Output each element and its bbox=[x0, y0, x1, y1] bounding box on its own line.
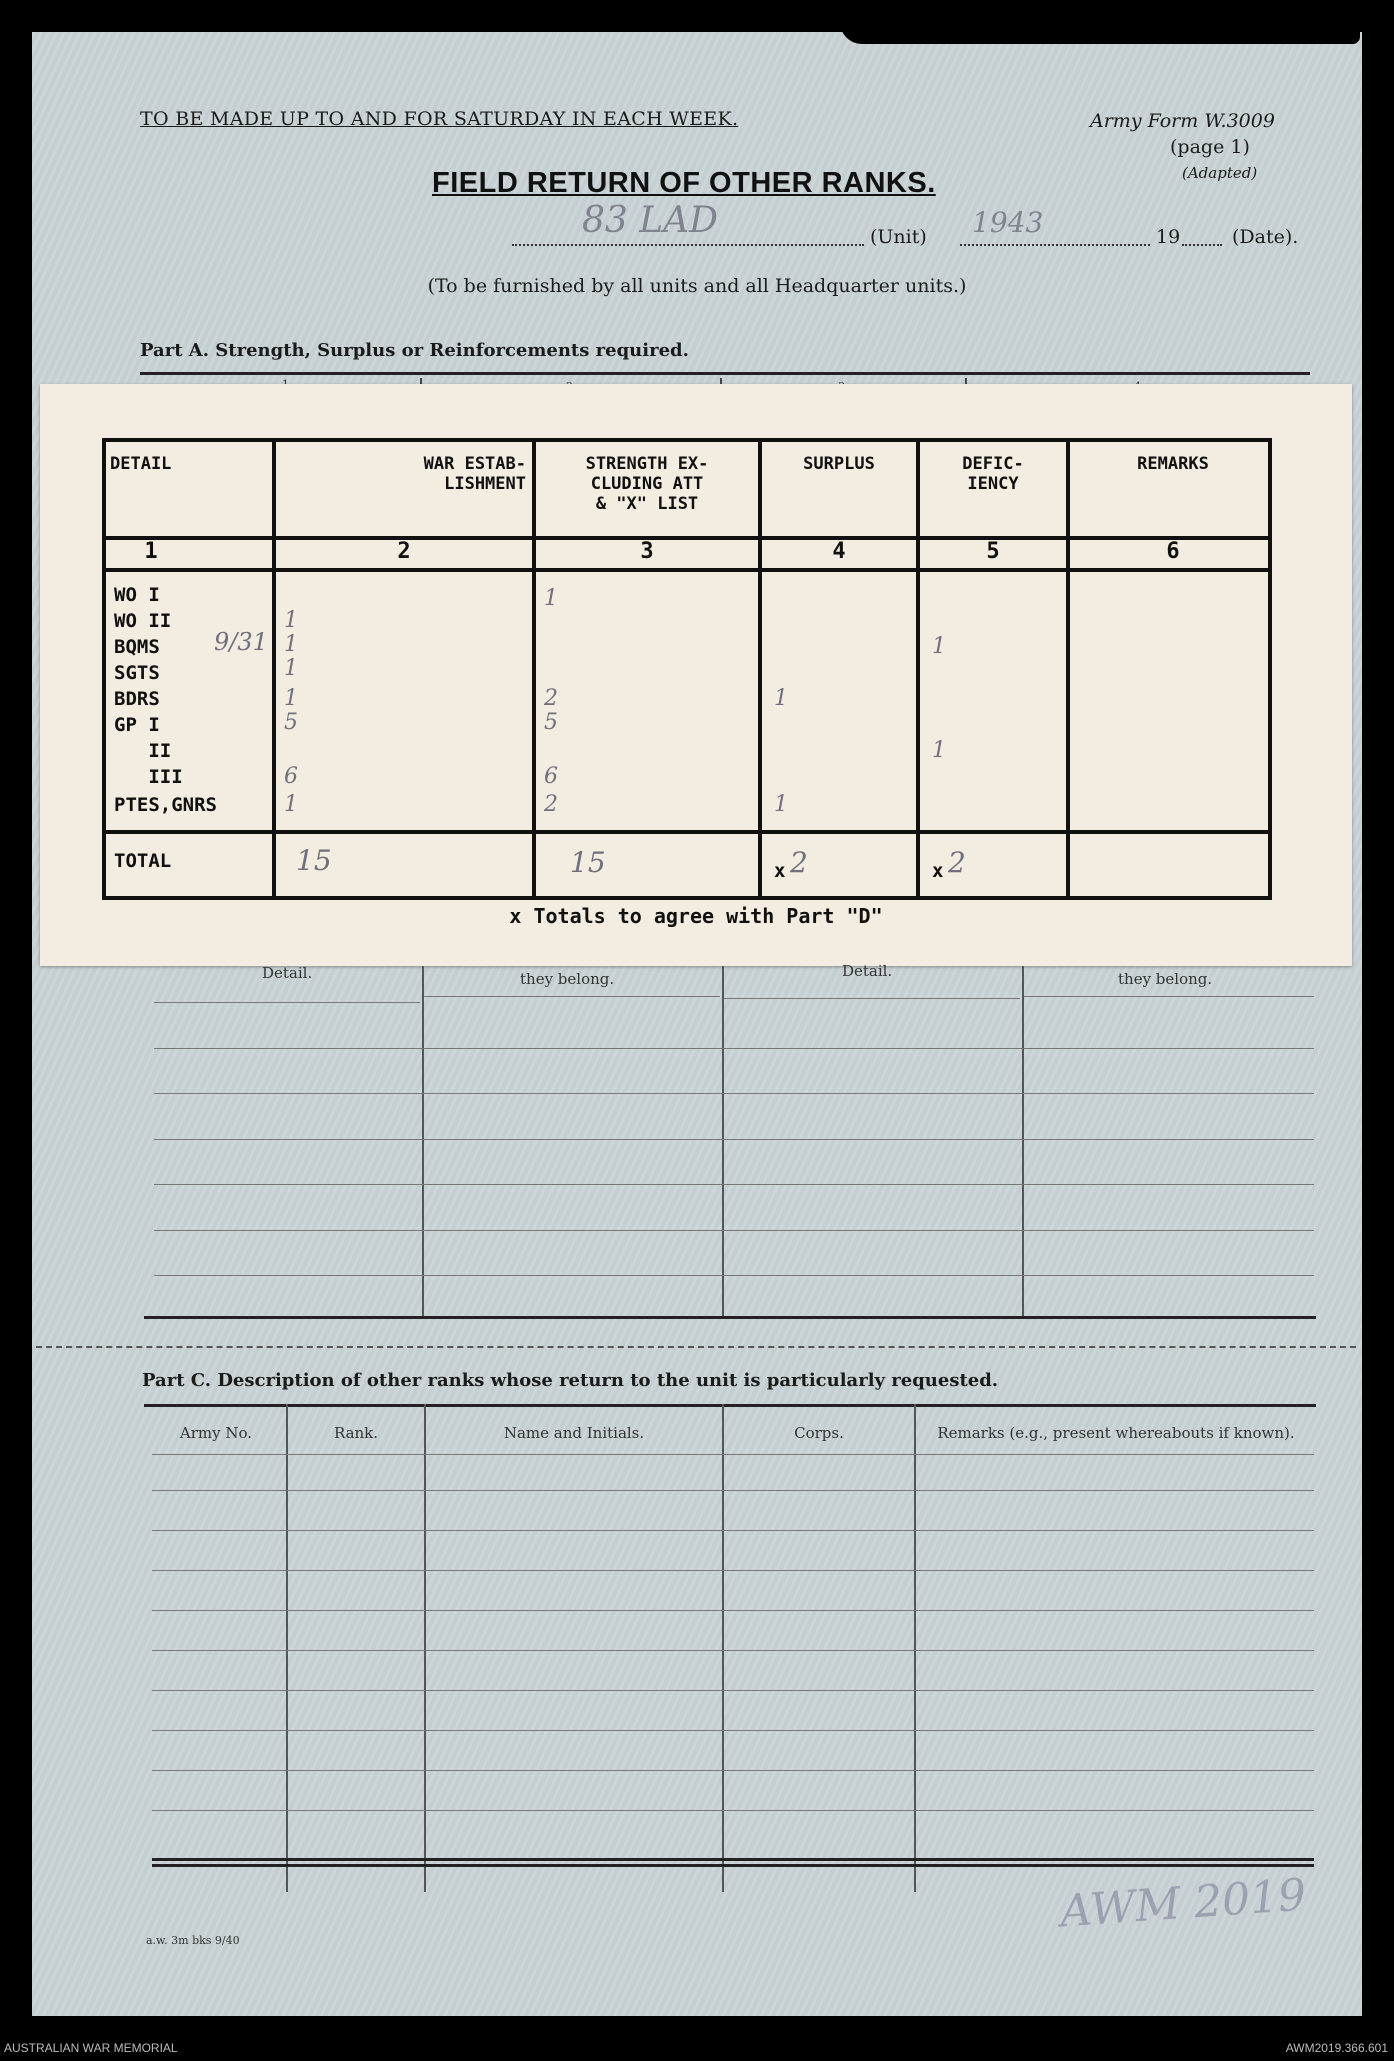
rank-label: PTES,GNRS bbox=[114, 794, 217, 816]
col-header-detail: DETAIL bbox=[110, 454, 172, 474]
form-page bbox=[32, 32, 1362, 2016]
part-b-line bbox=[724, 998, 1020, 999]
part-b-line bbox=[154, 1275, 1314, 1276]
date-handwriting: 1943 bbox=[972, 206, 1044, 239]
part-c-line bbox=[152, 1690, 1314, 1691]
part-c-top-rule bbox=[144, 1404, 1316, 1407]
adapted-note: (Adapted) bbox=[1182, 164, 1258, 182]
perforation-line bbox=[36, 1346, 1356, 1348]
torn-edge bbox=[840, 22, 1360, 44]
war-est-value: 6 bbox=[284, 764, 298, 789]
register-stamp: AWM 2019 bbox=[1058, 1869, 1308, 1938]
part-c-col-army-no: Army No. bbox=[179, 1424, 253, 1442]
total-surplus-mark: x bbox=[774, 860, 786, 882]
col-header-remarks: REMARKS bbox=[1137, 454, 1209, 474]
strength-value: 6 bbox=[544, 764, 558, 789]
part-c-divider bbox=[286, 1404, 288, 1892]
rank-label: SGTS bbox=[114, 662, 160, 684]
col-header-surplus: SURPLUS bbox=[803, 454, 875, 474]
strength-value: 2 bbox=[544, 792, 558, 817]
col-number-4: 4 bbox=[832, 539, 846, 564]
strength-value: 2 bbox=[544, 686, 558, 711]
part-b-caption: Detail. bbox=[842, 962, 893, 980]
unit-handwriting: 83 LAD bbox=[582, 200, 719, 241]
rank-label: WO II bbox=[114, 610, 172, 632]
strength-table bbox=[102, 438, 1272, 900]
part-c-line bbox=[152, 1650, 1314, 1651]
total-label: TOTAL bbox=[114, 850, 172, 872]
surplus-value: 1 bbox=[774, 792, 788, 817]
part-a-rule bbox=[140, 372, 1310, 375]
part-c-divider bbox=[722, 1404, 724, 1892]
deficiency-value: 1 bbox=[932, 738, 946, 763]
rank-label: BQMS bbox=[114, 636, 160, 658]
date-label: (Date). bbox=[1232, 226, 1299, 248]
war-est-value: 1 bbox=[284, 656, 298, 681]
total-surplus: 2 bbox=[790, 846, 808, 879]
war-est-value: 1 bbox=[284, 686, 298, 711]
war-est-value: 5 bbox=[284, 710, 298, 735]
part-b-line bbox=[424, 996, 720, 997]
col-header-deficiency: DEFIC- IENCY bbox=[962, 454, 1024, 494]
part-c-line bbox=[152, 1770, 1314, 1771]
furnish-note: (To be furnished by all units and all Headquarter units.) bbox=[427, 275, 967, 297]
part-b-line bbox=[1024, 996, 1314, 997]
part-b-caption: Detail. bbox=[262, 964, 313, 982]
part-b-caption: they belong. bbox=[1118, 970, 1213, 988]
part-c-col-name: Name and Initials. bbox=[503, 1424, 645, 1442]
col-number-3: 3 bbox=[640, 539, 654, 564]
part-c-line bbox=[152, 1810, 1314, 1811]
deficiency-value: 1 bbox=[932, 634, 946, 659]
col-divider bbox=[758, 442, 762, 896]
rank-label: GP I bbox=[114, 714, 160, 736]
rank-label: II bbox=[114, 740, 172, 762]
rank-label: III bbox=[114, 766, 183, 788]
part-c-line bbox=[152, 1454, 1314, 1455]
col-number-2: 2 bbox=[397, 539, 411, 564]
margin-note: 9/31 bbox=[214, 628, 268, 656]
footer-source: AUSTRALIAN WAR MEMORIAL bbox=[4, 2041, 178, 2055]
totals-note: x Totals to agree with Part "D" bbox=[509, 904, 883, 928]
part-c-line bbox=[152, 1490, 1314, 1491]
total-war-establishment: 15 bbox=[296, 844, 332, 877]
col-header-strength: STRENGTH EX- CLUDING ATT & "X" LIST bbox=[585, 454, 709, 514]
part-c-divider bbox=[914, 1404, 916, 1892]
part-c-line bbox=[152, 1730, 1314, 1731]
strength-value: 1 bbox=[544, 586, 558, 611]
page-number: (page 1) bbox=[1170, 136, 1250, 158]
print-code: a.w. 3m bks 9/40 bbox=[146, 1934, 240, 1947]
unit-date-line bbox=[512, 200, 1312, 250]
col-divider bbox=[272, 442, 276, 896]
number-rule bbox=[106, 568, 1268, 572]
war-est-value: 1 bbox=[284, 632, 298, 657]
part-c-line bbox=[152, 1570, 1314, 1571]
part-c-line bbox=[152, 1530, 1314, 1531]
part-b-divider bbox=[1022, 966, 1024, 1318]
part-b-line bbox=[154, 1002, 420, 1003]
col-number-5: 5 bbox=[986, 539, 1000, 564]
part-a-heading: Part A. Strength, Surplus or Reinforcements required. bbox=[140, 340, 689, 361]
strength-value: 5 bbox=[544, 710, 558, 735]
form-number: Army Form W.3009 bbox=[1090, 110, 1275, 132]
total-rule bbox=[106, 830, 1268, 834]
weekly-instruction: TO BE MADE UP TO AND FOR SATURDAY IN EACH WEEK. bbox=[140, 108, 739, 130]
part-b-caption: they belong. bbox=[520, 970, 615, 988]
col-divider bbox=[916, 442, 920, 896]
col-divider bbox=[1066, 442, 1070, 896]
part-b-bottom-rule bbox=[144, 1316, 1316, 1319]
part-c-heading: Part C. Description of other ranks whose return to the unit is particularly requested. bbox=[142, 1370, 999, 1391]
footer-accession: AWM2019.366.601 bbox=[1285, 2041, 1388, 2055]
war-est-value: 1 bbox=[284, 608, 298, 633]
pasted-strength-slip bbox=[40, 384, 1352, 966]
part-b-divider bbox=[422, 966, 424, 1318]
part-c-divider bbox=[424, 1404, 426, 1892]
part-b-line bbox=[154, 1230, 1314, 1231]
year-field bbox=[1182, 224, 1222, 246]
part-c-col-rank: Rank. bbox=[333, 1424, 379, 1442]
part-c-col-remarks: Remarks (e.g., present whereabouts if known). bbox=[937, 1424, 1295, 1442]
total-deficiency: 2 bbox=[948, 846, 966, 879]
war-est-value: 1 bbox=[284, 792, 298, 817]
total-strength: 15 bbox=[570, 846, 606, 879]
part-c-col-corps: Corps. bbox=[794, 1424, 844, 1442]
form-title: FIELD RETURN OF OTHER RANKS. bbox=[432, 167, 936, 199]
part-c-line bbox=[152, 1610, 1314, 1611]
part-b-line bbox=[154, 1139, 1314, 1140]
col-header-war-establishment: WAR ESTAB- LISHMENT bbox=[423, 454, 526, 494]
total-deficiency-mark: x bbox=[932, 860, 944, 882]
rank-label: WO I bbox=[114, 584, 160, 606]
surplus-value: 1 bbox=[774, 686, 788, 711]
part-b-line bbox=[154, 1093, 1314, 1094]
col-number-1: 1 bbox=[144, 539, 158, 564]
form-identifier bbox=[1090, 108, 1310, 186]
part-b-line bbox=[154, 1048, 1314, 1049]
part-c-double-rule bbox=[152, 1864, 1314, 1867]
rank-label: BDRS bbox=[114, 688, 160, 710]
unit-label: (Unit) bbox=[870, 226, 927, 248]
part-b-line bbox=[154, 1184, 1314, 1185]
part-b-divider bbox=[722, 966, 724, 1318]
col-number-6: 6 bbox=[1166, 539, 1180, 564]
year-prefix: 19 bbox=[1156, 226, 1181, 248]
part-c-double-rule bbox=[152, 1858, 1314, 1861]
